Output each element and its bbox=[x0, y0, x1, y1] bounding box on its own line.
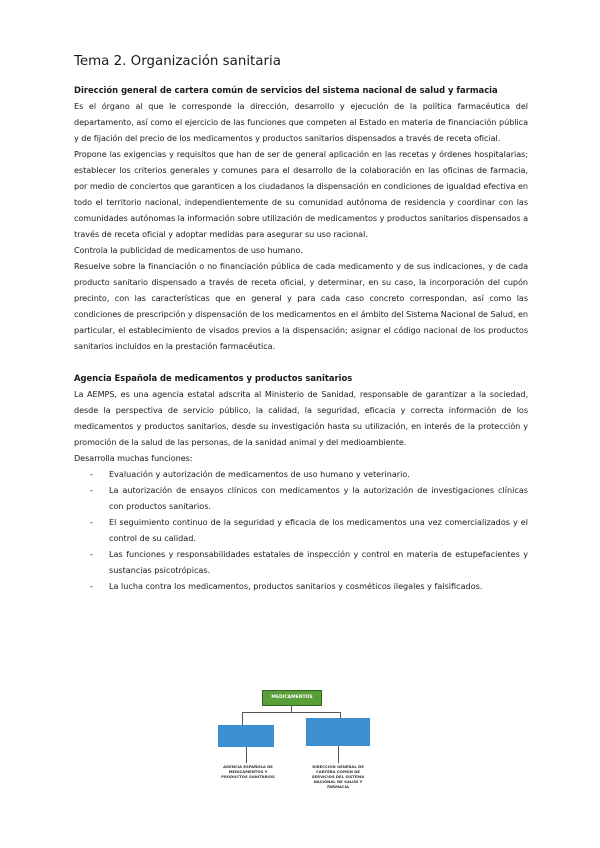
diagram-connector bbox=[242, 712, 340, 713]
org-diagram bbox=[212, 690, 378, 830]
diagram-right-caption: DIRECCIÓN GENERAL DE CARTERA COMÚN DE SERVICIOS DEL SISTEMA NACIONAL DE SALUD Y FARMACIA bbox=[311, 764, 365, 789]
paragraph: Resuelve sobre la financiación o no financiación pública de cada medicamento y de sus indicaciones, y de cada producto sanitario dispensado a través de receta oficial, y determinar, en su caso, la incorporación del cupón precinto, con las características que en general y para cada caso concreto correspondan, así como las condiciones de prescripción y dispensación de los medicamentos en el ámbito del Sistema Nacional de Salud, en particular, el establecimiento de visados previos a la dispensación; asignar el código nacional de los productos sanitarios incluidos en la prestación farmacéutica. bbox=[74, 261, 528, 351]
diagram-left-box bbox=[218, 725, 274, 747]
list-item: - La autorización de ensayos clínicos con medicamentos y la autorización de investigaciones clínicas con productos sanitarios. bbox=[90, 485, 528, 511]
list-item: - Las funciones y responsabilidades estatales de inspección y control en materia de estupefacientes y sustancias psicotrópicas. bbox=[90, 549, 528, 575]
diagram-left-caption: AGENCIA ESPAÑOLA DE MEDICAMENTOS Y PRODUCTOS SANITARIOS bbox=[221, 764, 275, 779]
functions-list bbox=[74, 466, 528, 594]
diagram-connector bbox=[242, 712, 243, 725]
paragraph: Desarrolla muchas funciones: bbox=[74, 453, 193, 463]
list-item: - La lucha contra los medicamentos, productos sanitarios y cosméticos ilegales y falsificados. bbox=[90, 581, 483, 591]
diagram-connector bbox=[246, 747, 247, 763]
section-heading-direccion-general: Dirección general de cartera común de servicios del sistema nacional de salud y farmacia bbox=[74, 85, 498, 95]
list-item: - El seguimiento continuo de la seguridad y eficacia de los medicamentos una vez comercializados y el control de su calidad. bbox=[90, 517, 528, 543]
diagram-right-box bbox=[306, 718, 370, 746]
paragraph: Propone las exigencias y requisitos que han de ser de general aplicación en las recetas y órdenes hospitalarias; establecer los criterios generales y comunes para el desarrollo de la colaboración en las oficinas de farmacia, por medio de conciertos que garanticen a los ciudadanos la dispensación en condiciones de igualdad efectiva en todo el territorio nacional, independientemente de su comunidad autónoma de residencia y coordinar con las comunidades autónomas la información sobre utilización de medicamentos y productos sanitarios dispensados a través de receta oficial y adoptar medidas para asegurar su uso racional. bbox=[74, 149, 528, 239]
diagram-top-node: MEDICAMENTOS bbox=[262, 690, 322, 706]
document-page bbox=[74, 54, 528, 594]
section-heading-aemps: Agencia Española de medicamentos y productos sanitarios bbox=[74, 373, 353, 383]
diagram-connector bbox=[291, 705, 292, 712]
list-item: - Evaluación y autorización de medicamentos de uso humano y veterinario. bbox=[90, 469, 410, 479]
paragraph: Controla la publicidad de medicamentos de uso humano. bbox=[74, 245, 303, 255]
diagram-connector bbox=[338, 746, 339, 763]
paragraph: La AEMPS, es una agencia estatal adscrita al Ministerio de Sanidad, responsable de garantizar a la sociedad, desde la perspectiva de servicio público, la calidad, la seguridad, eficacia y correcta información de los medicamentos y productos sanitarios, desde su investigación hasta su utilización, en interés de la protección y promoción de la salud de las personas, de la sanidad animal y del medioambiente. bbox=[74, 389, 528, 447]
paragraph: Es el órgano al que le corresponde la dirección, desarrollo y ejecución de la política farmacéutica del departamento, así como el ejercicio de las funciones que competen al Estado en materia de financiación pública y de fijación del precio de los medicamentos y productos sanitarios dispensados a través de receta oficial. bbox=[74, 101, 528, 143]
page-title: Tema 2. Organización sanitaria bbox=[74, 54, 281, 69]
